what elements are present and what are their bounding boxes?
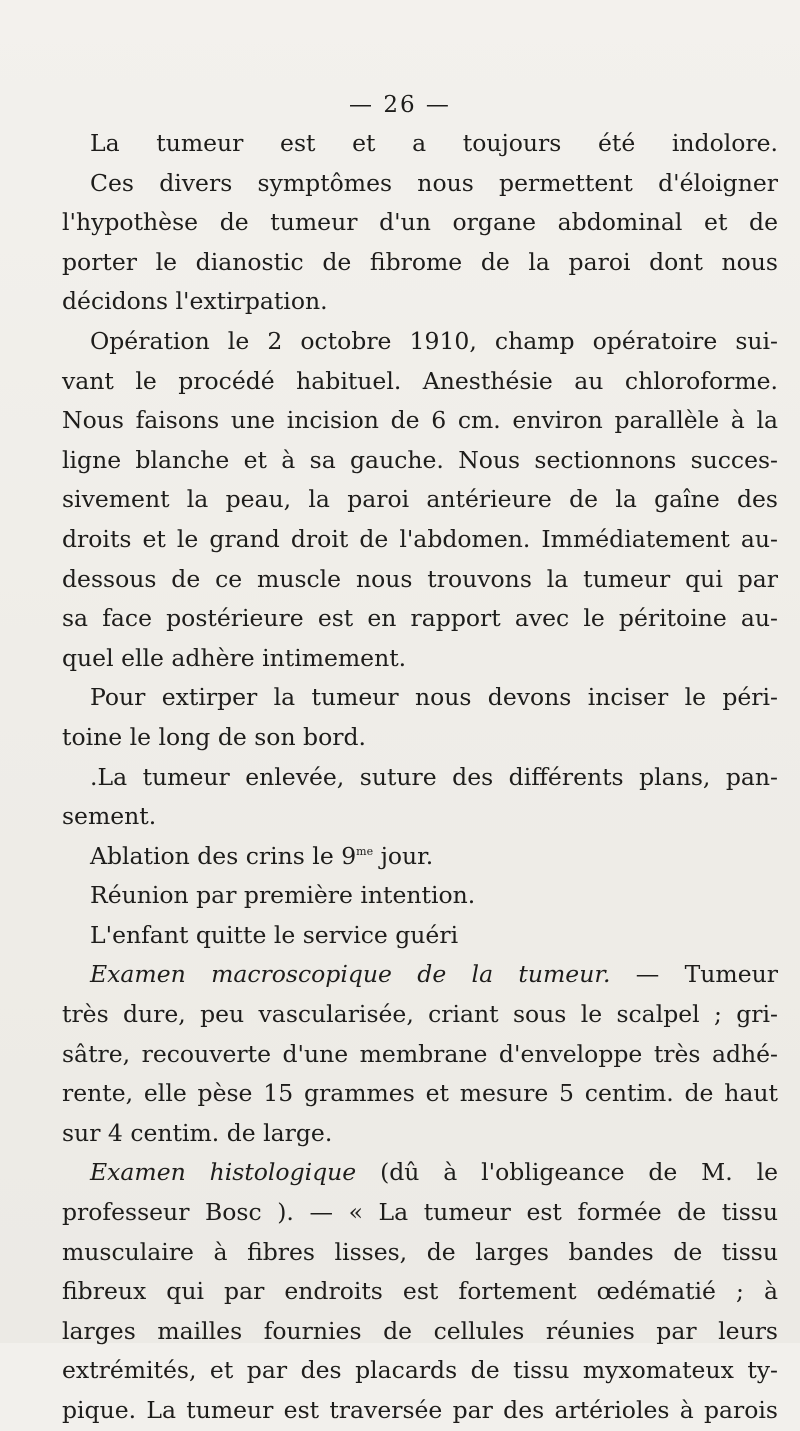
text-segment: (dû à l'obligeance de M. le: [356, 1158, 778, 1187]
text-line: quel elle adhère intimement.: [62, 643, 407, 672]
text-line: Opération le 2 octobre 1910, champ opératoire sui-: [90, 326, 778, 355]
text-line: dessous de ce muscle nous trouvons la tumeur qui par: [62, 564, 778, 593]
text-segment: jour.: [373, 841, 434, 870]
text-line: toine le long de son bord.: [62, 722, 366, 751]
text-line: musculaire à fibres lisses, de larges bandes de tissu: [62, 1237, 778, 1266]
text-line: droits et le grand droit de l'abdomen. Immédiatement au-: [62, 524, 778, 553]
text-line: Pour extirper la tumeur nous devons inciser le péri-: [90, 683, 778, 712]
text-line: [62, 955, 778, 995]
text-line: [62, 837, 778, 877]
text-line: sâtre, recouverte d'une membrane d'enveloppe très adhé-: [62, 1039, 778, 1068]
page-number: — 26 —: [349, 92, 451, 118]
ordinal-superscript: me: [356, 844, 374, 858]
text-line: fibreux qui par endroits est fortement œdématié ; à: [62, 1277, 778, 1306]
text-line: L'enfant quitte le service guéri: [90, 920, 459, 949]
body-text: [62, 124, 778, 1431]
text-line: sur 4 centim. de large.: [62, 1118, 333, 1147]
text-line: sement.: [62, 802, 157, 831]
text-line: sivement la peau, la paroi antérieure de la gaîne des: [62, 485, 778, 514]
text-line: larges mailles fournies de cellules réunies par leurs: [62, 1316, 778, 1345]
text-line: l'hypothèse de tumeur d'un organe abdominal et de: [62, 208, 778, 237]
text-line: Réunion par première intention.: [90, 881, 476, 910]
text-line: pique. La tumeur est traversée par des artérioles à parois: [62, 1396, 778, 1424]
text-line: professeur Bosc ). — « La tumeur est formée de tissu: [62, 1198, 778, 1227]
text-line: extrémités, et par des placards de tissu myxomateux ty-: [62, 1356, 778, 1385]
text-line: rente, elle pèse 15 grammes et mesure 5 centim. de haut: [62, 1079, 778, 1108]
text-line: décidons l'extirpation.: [62, 287, 328, 316]
text-line: Ces divers symptômes nous permettent d'éloigner: [90, 168, 778, 197]
text-line: [62, 1153, 778, 1193]
text-line: La tumeur est et a toujours été indolore.: [90, 129, 778, 157]
text-line: très dure, peu vascularisée, criant sous le scalpel ; gri-: [62, 1000, 778, 1029]
text-segment: — Tumeur: [610, 960, 778, 989]
text-line: sa face postérieure est en rapport avec le péritoine au-: [62, 604, 778, 633]
text-line: .La tumeur enlevée, suture des différents plans, pan-: [90, 762, 778, 791]
text-line: ligne blanche et à sa gauche. Nous sectionnons succes-: [62, 445, 778, 474]
text-line: porter le dianostic de fibrome de la paroi dont nous: [62, 247, 778, 276]
section-heading-italic: Examen histologique: [90, 1158, 357, 1187]
text-segment: Ablation des crins le 9: [90, 841, 357, 870]
text-line: vant le procédé habituel. Anesthésie au chloroforme.: [62, 366, 778, 395]
text-line: Nous faisons une incision de 6 cm. environ parallèle à la: [62, 406, 778, 435]
section-heading-italic: Examen macroscopique de la tumeur.: [90, 960, 611, 989]
